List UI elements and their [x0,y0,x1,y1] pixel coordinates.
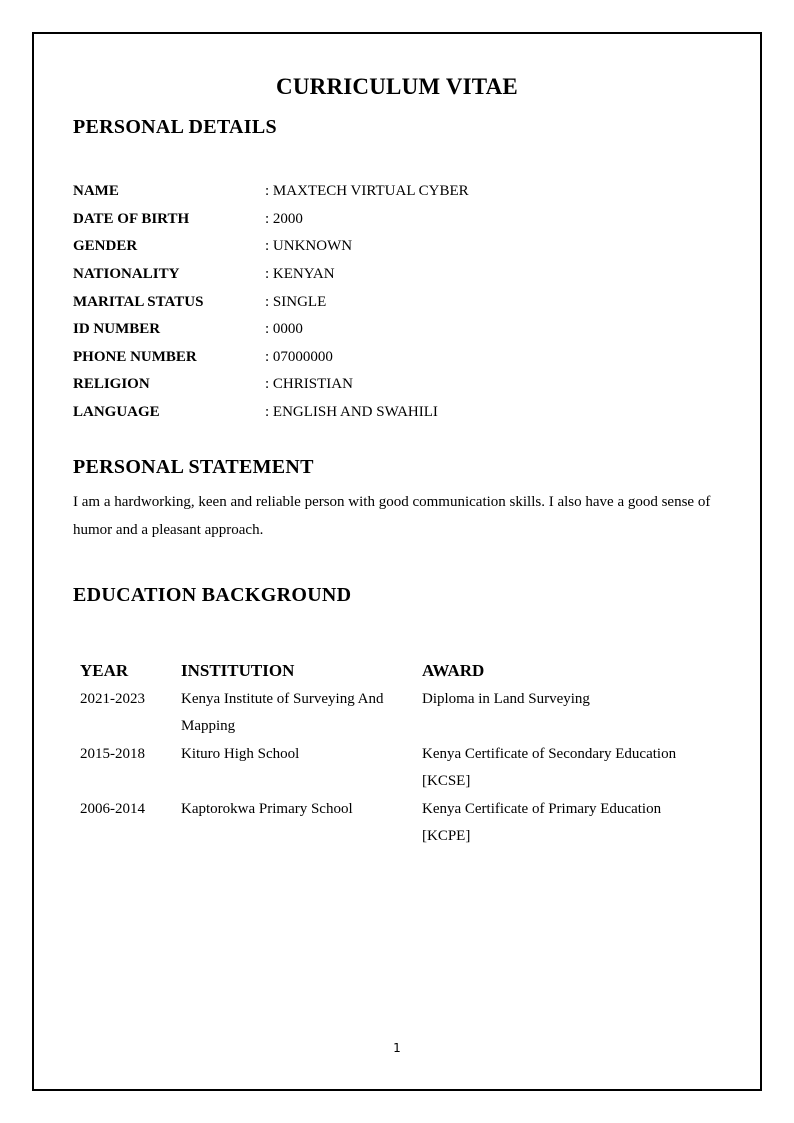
education-award: Diploma in Land Surveying [422,691,590,707]
table-row [80,741,720,795]
detail-label: LANGUAGE [73,404,160,421]
personal-statement-heading: PERSONAL STATEMENT [73,456,314,478]
column-header-year: YEAR [80,661,129,680]
education-table [80,656,720,851]
education-institution: Kaptorokwa Primary School [181,801,353,817]
detail-label: ID NUMBER [73,321,161,338]
table-row [80,686,720,740]
detail-row-name [73,178,713,206]
detail-value: : 07000000 [265,348,333,365]
education-award: Kenya Certificate of Primary Education [KCPE] [422,801,662,844]
education-year: 2015-2018 [80,746,145,762]
detail-label: DATE OF BIRTH [73,210,190,227]
detail-label: MARITAL STATUS [73,293,204,310]
column-header-institution: INSTITUTION [181,661,295,680]
detail-row-date-of-birth [73,206,713,234]
detail-value: : KENYAN [265,266,335,283]
detail-value: : 0000 [265,321,303,338]
detail-value: : MAXTECH VIRTUAL CYBER [265,183,469,200]
document-title: CURRICULUM VITAE [276,74,518,99]
personal-details-heading: PERSONAL DETAILS [73,116,277,138]
detail-value: : CHRISTIAN [265,376,353,393]
education-year: 2006-2014 [80,801,145,817]
detail-row-phone-number [73,344,713,372]
detail-value: : SINGLE [265,293,327,310]
personal-statement-text: I am a hardworking, keen and reliable person with good communication skills. I also have a good sense of humor and a pleasant approach. [73,494,711,538]
education-institution: Kituro High School [181,746,300,762]
column-header-award: AWARD [422,661,485,680]
table-row [80,796,720,850]
education-award: Kenya Certificate of Secondary Education [KCSE] [422,746,677,789]
detail-label: GENDER [73,238,138,255]
detail-row-gender [73,233,713,261]
detail-row-nationality [73,261,713,289]
detail-row-id-number [73,316,713,344]
detail-value: : 2000 [265,210,303,227]
education-table-header [80,656,720,686]
education-background-heading: EDUCATION BACKGROUND [73,584,352,606]
detail-row-marital-status [73,288,713,316]
detail-label: RELIGION [73,376,150,393]
detail-value: : ENGLISH AND SWAHILI [265,404,438,421]
page-border [32,32,762,1091]
detail-value: : UNKNOWN [265,238,353,255]
education-institution: Kenya Institute of Surveying And Mapping [181,691,384,734]
detail-label: NATIONALITY [73,266,180,283]
education-year: 2021-2023 [80,691,145,707]
detail-label: PHONE NUMBER [73,348,197,365]
detail-row-religion [73,371,713,399]
detail-label: NAME [73,183,119,200]
page-number: 1 [393,1041,401,1055]
detail-row-language [73,399,713,427]
personal-details-list [73,178,713,426]
